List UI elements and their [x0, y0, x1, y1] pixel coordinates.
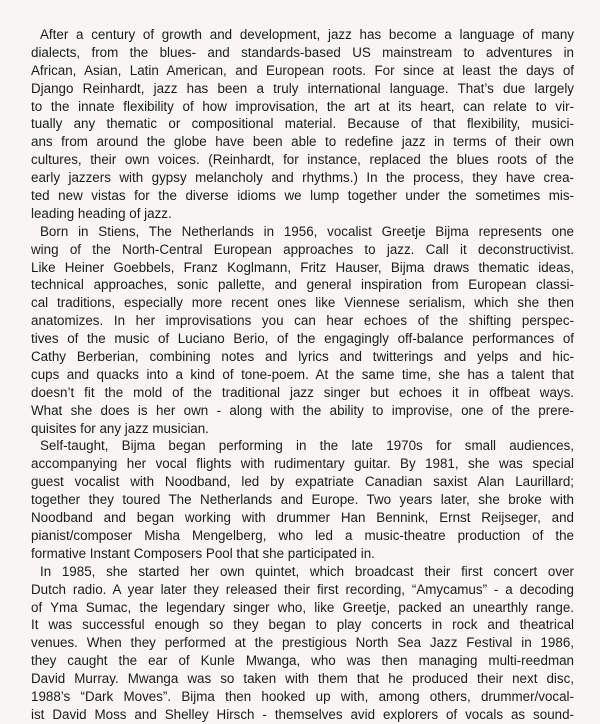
paragraph-3	[31, 437, 574, 562]
text-line: of Yma Sumac, the legendary singer who, like Greetje, packed an unearthly range.	[31, 599, 574, 615]
text-line: together they toured The Netherlands and Europe. Two years later, she broke with	[31, 492, 574, 508]
text-line: Like Heiner Goebbels, Franz Koglmann, Fritz Hauser, Bijma draws thematic ideas,	[31, 259, 574, 275]
text-line: ist David Moss and Shelley Hirsch - themselves avid explorers of vocals as sound-	[31, 706, 574, 722]
text-line: Cathy Berberian, combining notes and lyrics and twitterings and yelps and hic-	[31, 349, 574, 365]
text-line: Self-taught, Bijma began performing in the late 1970s for small audiences,	[40, 438, 574, 454]
text-column	[31, 26, 574, 724]
text-line: tually any thematic or compositional material. Because of that flexibility, musici-	[31, 116, 574, 132]
text-line: African, Asian, Latin American, and European roots. For since at least the days of	[31, 62, 574, 78]
text-line: anatomizes. In her improvisations you can hear echoes of the shifting perspec-	[31, 313, 574, 329]
text-line: 1988’s “Dark Moves”. Bijma then hooked up with, among others, drummer/vocal-	[31, 688, 574, 704]
text-line: doesn’t fit the mold of the traditional jazz singer but echoes it in offbeat ways.	[31, 384, 574, 400]
text-line: Dutch radio. A year later they released their first recording, “Amycamus” - a decoding	[31, 581, 574, 597]
paragraph-2	[31, 223, 574, 438]
text-line: pianist/composer Misha Mengelberg, who led a music-theatre production of the	[31, 527, 574, 543]
text-line: David Murray. Mwanga was so taken with them that he produced their next disc,	[31, 671, 574, 687]
text-line: formative Instant Composers Pool that she participated in.	[31, 545, 375, 561]
text-line: It was successful enough so they began to play concerts in rock and theatrical	[31, 617, 574, 633]
text-line: What she does is her own - along with the ability to improvise, one of the prere-	[31, 402, 574, 418]
text-line: guest vocalist with Noodband, led by expatriate Canadian saxist Alan Laurillard;	[31, 474, 574, 490]
text-line: In 1985, she started her own quintet, which broadcast their first concert over	[40, 563, 574, 579]
text-line: cal traditions, especially more recent ones like Viennese serialism, which she then	[31, 295, 574, 311]
text-line: accompanying her vocal flights with rudimentary guitar. By 1981, she was special	[31, 456, 574, 472]
paragraph-1	[31, 26, 574, 223]
text-line: wing of the North-Central European approaches to jazz. Call it deconstructivist.	[31, 241, 574, 257]
text-line: tives of the music of Luciano Berio, of the engagingly off-balance performances of	[31, 331, 574, 347]
text-line: technical approaches, sonic pallette, and general inspiration from European classi-	[31, 277, 574, 293]
text-line: to the innate flexibility of how improvisation, the art at its heart, can relate to vir-	[31, 98, 574, 114]
text-line: Django Reinhardt, jazz has been a truly international language. That’s due largely	[31, 80, 574, 96]
text-line: leading heading of jazz.	[31, 205, 172, 221]
text-line: early jazzers with gypsy melancholy and rhythms.) In the process, they have crea-	[31, 170, 574, 186]
text-line: ted new vistas for the diverse idioms we lump together under the sometimes mis-	[31, 188, 574, 204]
text-line: ans from around the globe have been able to redefine jazz in terms of their own	[31, 134, 574, 150]
text-line: cultures, their own voices. (Reinhardt, for instance, replaced the blues roots of the	[31, 152, 574, 168]
text-line: they caught the ear of Kunle Mwanga, who was then managing multi-reedman	[31, 653, 574, 669]
text-line: cups and quacks into a kind of tone-poem. At the same time, she has a talent that	[31, 366, 574, 382]
text-line: venues. When they performed at the prestigious North Sea Jazz Festival in 1986,	[31, 635, 574, 651]
text-line: quisites for any jazz musician.	[31, 420, 209, 436]
text-line: After a century of growth and development, jazz has become a language of many	[40, 27, 574, 42]
paragraph-4	[31, 563, 574, 724]
text-line: dialects, from the blues- and standards-based US mainstream to adventures in	[31, 44, 574, 60]
text-line: Noodband and began working with drummer Han Bennink, Ernst Reijseger, and	[31, 510, 574, 526]
text-line: Born in Stiens, The Netherlands in 1956, vocalist Greetje Bijma represents one	[40, 223, 574, 239]
